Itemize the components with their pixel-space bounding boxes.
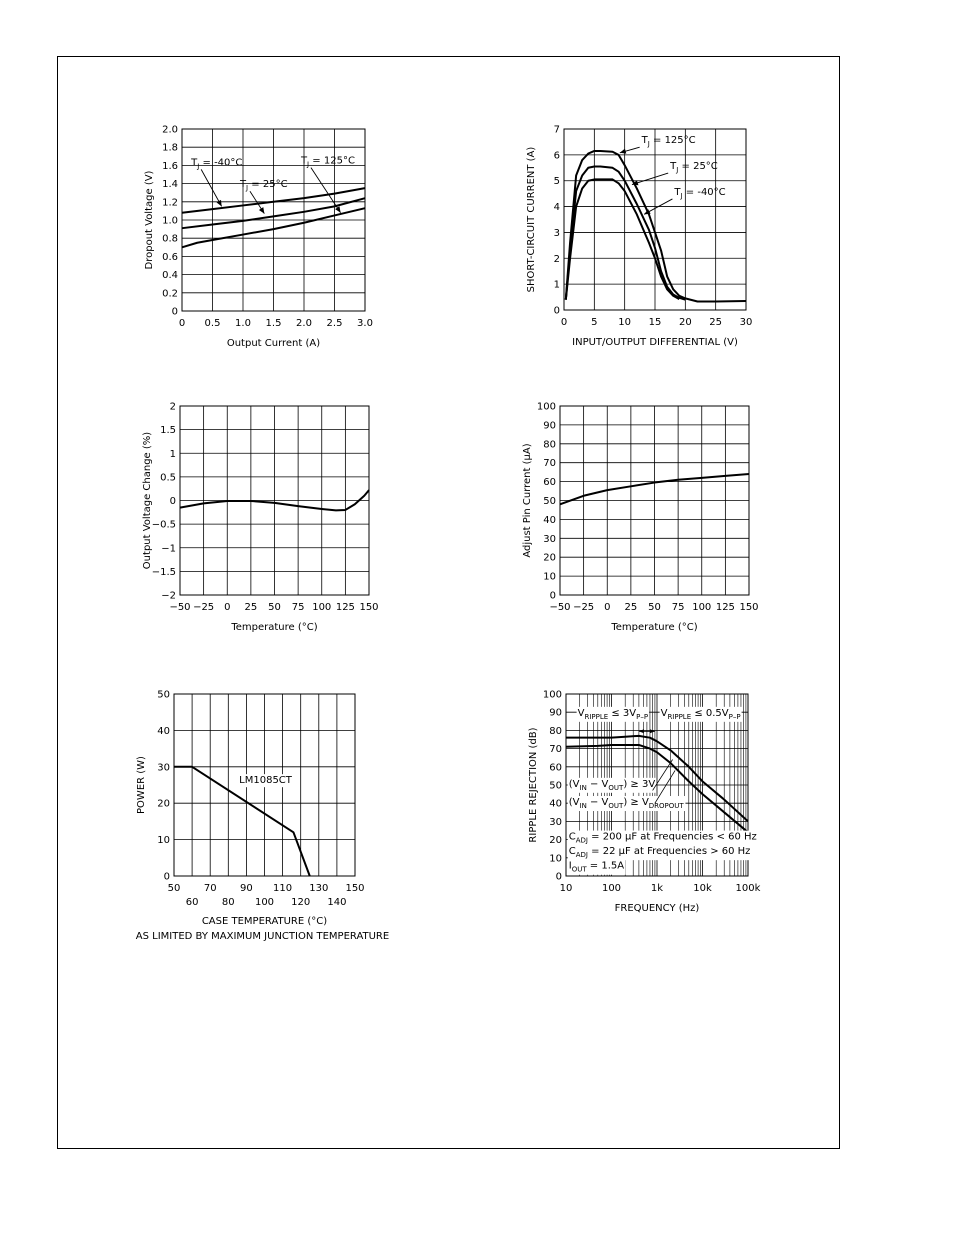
x-tick-label: 80 [221,897,235,908]
y-tick-label: 40 [157,725,170,737]
annotation-text-part: I [568,860,572,872]
annotation-text-part: = 200 μF at Frequencies < 60 Hz [587,831,757,843]
x-tick-label: 120 [291,897,311,908]
x-tick-label: 25 [709,317,723,328]
y-tick-label: 0.8 [162,233,178,245]
x-tick-label: 0 [178,318,186,329]
annotation-text-part: T [300,155,308,167]
y-tick-label: 0.4 [162,270,178,282]
y-tick-label: 0 [169,496,176,507]
y-tick-label: 40 [543,514,556,526]
y-tick-label: 5 [553,176,560,188]
annotation-text-part: T [239,179,247,191]
annotation-label: LM1085CT [239,775,292,787]
annotation-arrow [201,169,222,206]
annotation-text-part: T [670,161,677,173]
annotation-arrowhead [639,729,644,733]
series-line-2 [566,179,679,299]
annotation-text-part: = 25°C [248,179,288,191]
annotation-subscript: P–P [728,712,741,721]
chart-ripple [528,690,761,915]
x-axis-caption: AS LIMITED BY MAXIMUM JUNCTION TEMPERATURE [135,931,390,942]
x-tick-label: 150 [739,602,759,613]
x-tick-label: 100 [254,897,275,908]
annotation-text-part: − V [586,797,609,809]
x-tick-label: 60 [185,897,199,908]
annotation-text-part: V [660,707,668,719]
x-tick-label: 10 [618,317,632,328]
y-tick-label: 0.6 [162,251,178,263]
y-tick-label: 70 [549,744,562,756]
x-axis-label: INPUT/OUTPUT DIFFERENTIAL (V) [572,337,738,348]
x-tick-label: 150 [359,602,379,613]
x-axis-label: FREQUENCY (Hz) [614,903,700,914]
y-tick-label: 7 [553,124,560,136]
x-tick-label: 100 [692,602,712,613]
y-tick-label: 70 [543,458,556,470]
y-tick-label: −1.5 [151,566,176,578]
y-tick-label: 0.2 [162,288,178,300]
y-tick-label: 1 [169,448,176,460]
annotation-label [190,157,242,170]
y-tick-label: 50 [543,496,556,507]
x-tick-label: 5 [591,317,598,328]
annotation-subscript: IN [579,802,587,811]
x-tick-label: 100 [312,602,332,613]
annotation-text-part: T [191,157,198,169]
grid [560,406,749,595]
x-tick-label: 25 [244,602,258,613]
annotation-text-part: ) ≥ 3V [623,778,656,790]
annotation-label [239,179,288,192]
y-tick-label: 0.5 [160,472,176,484]
y-tick-label: 50 [549,780,562,792]
y-tick-label: 40 [549,798,562,810]
grid [180,406,369,595]
y-tick-label: 20 [549,835,562,847]
y-axis-label: RIPPLE REJECTION (dB) [528,727,539,843]
y-tick-label: 2 [169,401,176,413]
x-tick-label: 90 [240,883,253,894]
y-tick-label: 2.0 [162,124,178,136]
x-tick-label: 3.0 [357,318,373,329]
x-tick-label: 15 [648,317,662,328]
y-tick-label: −0.5 [151,519,176,531]
annotation-text-part: = -40°C [199,157,243,169]
annotation-text-part: T [674,186,681,198]
x-tick-label: −25 [573,602,595,613]
annotation-subscript: OUT [608,802,624,811]
annotation-arrow [653,760,673,791]
y-tick-label: 6 [553,150,560,162]
y-axis-label: SHORT-CIRCUIT CURRENT (A) [526,146,537,293]
y-tick-label: 10 [543,571,556,583]
x-tick-label: 50 [268,602,281,613]
annotation-label [300,156,355,169]
annotation-text-part: (V [568,778,580,790]
x-tick-label: 125 [335,602,355,613]
annotation-subscript: J [680,191,683,200]
chart-power [136,690,389,943]
annotation-text-part: T [641,135,648,147]
x-tick-label: 75 [671,602,685,613]
y-tick-label: 1.4 [162,179,178,191]
y-tick-label: 4 [553,202,560,214]
x-tick-label: 2.5 [326,318,343,329]
y-tick-label: 2 [553,253,560,265]
x-tick-label: 70 [203,883,217,894]
chart-voltchange [142,402,379,634]
annotation-subscript: J [246,184,249,193]
y-tick-label: 3 [553,227,560,239]
annotation-arrowhead [620,149,626,154]
annotation-subscript: OUT [608,783,624,792]
annotation-text-part: = 125°C [309,155,355,167]
annotation-text-part: ≤ 3V [608,707,637,719]
x-tick-label: 25 [624,602,638,613]
grid [564,129,746,310]
y-tick-label: 1.2 [162,197,178,209]
x-tick-label: 30 [739,317,753,328]
y-tick-label: 100 [536,401,556,413]
annotation-label [669,161,718,174]
annotation-text-part: − V [586,778,609,790]
y-tick-label: 50 [157,689,170,701]
y-axis-label: POWER (W) [136,756,147,814]
annotation-subscript: J [647,140,650,149]
chart-dropout [144,125,373,350]
x-tick-label: 2.0 [296,318,312,329]
y-tick-label: 0 [163,871,170,883]
x-tick-label: −50 [549,602,571,613]
y-tick-label: 1.8 [162,142,178,154]
x-tick-label: 10 [559,883,573,894]
chart-adjpin [522,402,759,634]
annotation-text-part: ) ≥ V [623,797,649,809]
x-tick-label: −50 [169,602,191,613]
annotation-text-part: (V [568,797,580,809]
y-tick-label: −2 [161,590,176,602]
y-tick-label: 10 [157,835,170,847]
y-tick-label: 60 [549,762,562,774]
annotation-text-part: V [577,707,585,719]
y-tick-label: −1 [161,543,176,555]
y-tick-label: 10 [549,853,562,865]
y-tick-label: 30 [549,816,562,828]
annotation-subscript: RIPPLE [584,712,609,721]
x-tick-label: −25 [193,602,215,613]
annotation-label [641,135,696,148]
x-tick-label: 130 [309,883,329,894]
x-tick-label: 125 [715,602,735,613]
x-tick-label: 1.5 [265,318,282,329]
y-tick-label: 30 [543,533,556,545]
x-tick-label: 50 [648,602,661,613]
annotation-subscript: DROPOUT [648,802,684,811]
x-tick-label: 1k [650,883,664,894]
y-tick-label: 0 [171,306,178,318]
annotation-text-part: C [568,846,576,858]
annotation-subscript: J [307,160,310,169]
y-tick-label: 1.5 [160,425,176,437]
y-tick-label: 1.6 [162,160,178,172]
annotation-arrowhead [335,206,340,212]
x-tick-label: 20 [678,317,692,328]
y-tick-label: 60 [543,477,556,489]
annotation-subscript: P–P [636,712,649,721]
x-tick-label: 100k [735,883,761,894]
x-tick-label: 150 [345,883,365,894]
y-tick-label: 1.0 [162,215,178,227]
y-tick-label: 90 [543,420,556,432]
annotation-text-part: = 1.5A [586,860,625,872]
annotation-subscript: ADJ [575,836,588,845]
annotation-text-part: = 25°C [678,161,718,173]
x-tick-label: 0 [224,602,231,613]
annotation-text-part: = -40°C [682,186,726,198]
x-tick-label: 0.5 [204,318,221,329]
annotation-text-part: ≤ 0.5V [691,707,729,719]
annotation-subscript: J [197,162,200,171]
x-tick-label: 140 [327,897,347,908]
y-tick-label: 90 [549,707,562,719]
annotation-subscript: IN [579,783,587,792]
y-tick-label: 80 [543,439,556,451]
annotation-text-part: = 125°C [649,135,696,147]
x-axis-label: Output Current (A) [226,338,321,349]
y-axis-label: Adjust Pin Current (μA) [522,443,533,558]
y-axis-label: Dropout Voltage (V) [144,170,155,270]
annotation-subscript: RIPPLE [667,712,692,721]
x-tick-label: 50 [167,883,181,894]
y-tick-label: 80 [549,725,562,737]
x-tick-label: 100 [601,883,622,894]
y-tick-label: 30 [157,762,170,774]
x-tick-label: 75 [291,602,305,613]
y-tick-label: 0 [553,305,560,317]
annotation-text-part: C [568,831,576,843]
x-axis-label: CASE TEMPERATURE (°C) [201,916,328,927]
annotation-subscript: OUT [571,865,587,874]
series-line-0 [566,151,746,301]
annotation-label [673,187,725,200]
y-tick-label: 1 [553,279,560,291]
annotation-arrow [311,168,341,213]
y-tick-label: 0 [549,590,556,602]
x-tick-label: 0 [604,602,611,613]
x-tick-label: 0 [560,317,568,328]
x-tick-label: 10k [693,883,712,894]
annotation-text-part: = 22 μF at Frequencies > 60 Hz [587,846,751,858]
chart-shortcircuit [526,125,752,349]
annotation-subscript: ADJ [575,851,588,860]
y-tick-label: 0 [555,871,562,883]
y-tick-label: 20 [157,798,170,810]
y-axis-label: Output Voltage Change (%) [142,431,153,570]
annotation-subscript: J [676,166,679,175]
y-tick-label: 20 [543,552,556,564]
x-axis-label: Temperature (°C) [611,622,698,633]
x-axis-label: Temperature (°C) [231,622,318,633]
annotation-arrowhead [259,207,264,213]
x-tick-label: 1.0 [235,318,251,329]
y-tick-label: 100 [542,689,562,701]
x-tick-label: 110 [273,883,293,894]
